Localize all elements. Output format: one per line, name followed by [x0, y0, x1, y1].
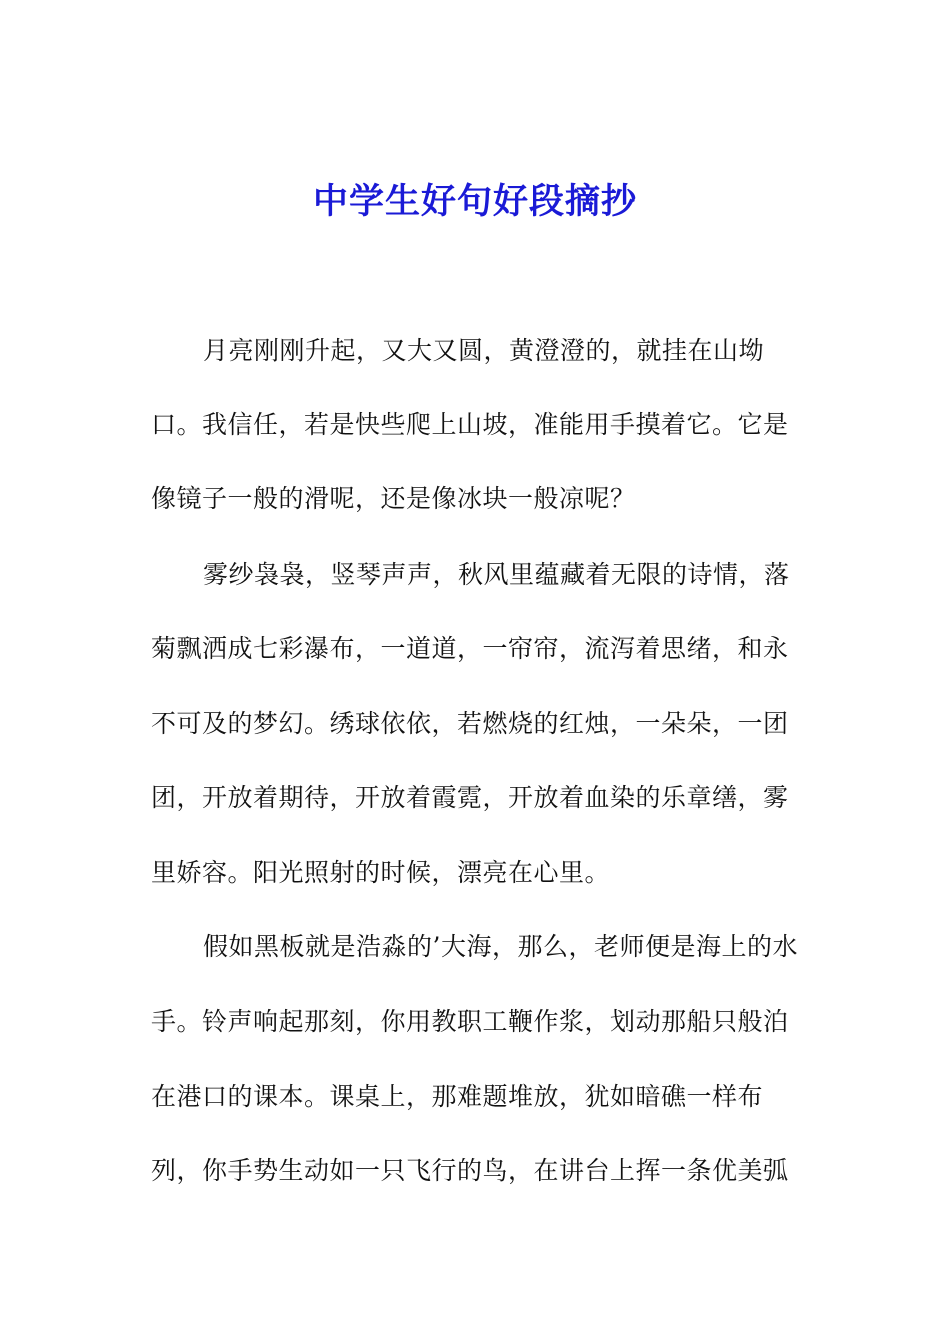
paragraph-line: 假如黑板就是浩淼的’大海，那么，老师便是海上的水 [203, 932, 798, 961]
document-title: 中学生好句好段摘抄 [312, 181, 637, 222]
paragraph-line: 里娇容。阳光照射的时候，漂亮在心里。 [151, 858, 611, 887]
paragraph-line: 口。我信任，若是快些爬上山坡，准能用手摸着它。它是 [151, 410, 789, 439]
paragraph-line: 像镜子一般的滑呢，还是像冰块一般凉呢？ [151, 484, 636, 513]
paragraph-line: 团，开放着期待，开放着霞霓，开放着血染的乐章缮，雾 [151, 783, 789, 812]
paragraph-line: 手。铃声响起那刻，你用教职工鞭作浆，划动那船只般泊 [151, 1007, 789, 1036]
paragraph-line: 菊飘洒成七彩瀑布，一道道，一帘帘，流泻着思绪，和永 [151, 634, 789, 663]
paragraph-line: 月亮刚刚升起，又大又圆，黄澄澄的，就挂在山坳 [203, 336, 765, 365]
paragraph-line: 雾纱袅袅，竖琴声声，秋风里蕴藏着无限的诗情，落 [203, 560, 790, 589]
paragraph-line: 列，你手势生动如一只飞行的鸟，在讲台上挥一条优美弧 [151, 1156, 789, 1185]
paragraph-line: 在港口的课本。课桌上，那难题堆放，犹如暗礁一样布 [151, 1082, 764, 1111]
paragraph-line: 不可及的梦幻。绣球依依，若燃烧的红烛，一朵朵，一团 [151, 709, 789, 738]
